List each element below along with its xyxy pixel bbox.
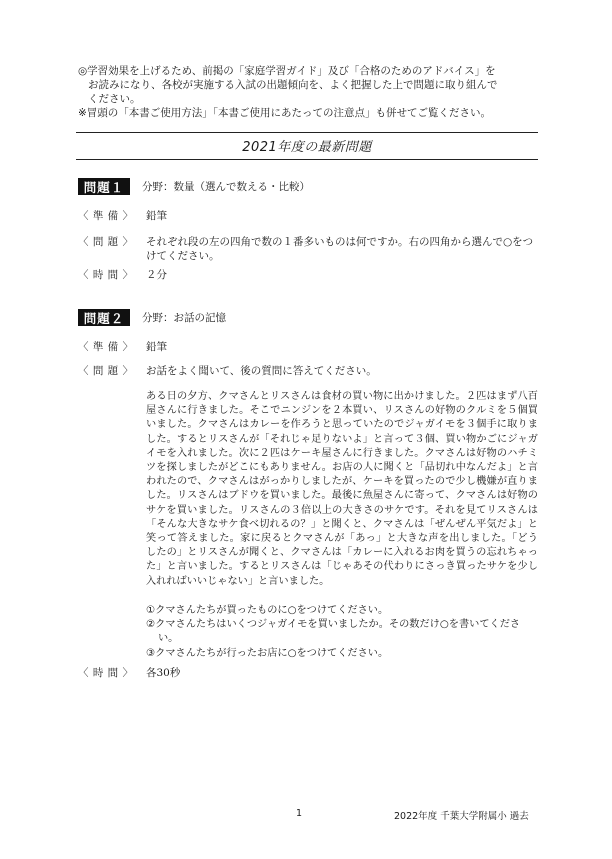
question-1-header	[78, 178, 310, 195]
time-value: 各30秒	[146, 667, 181, 679]
intro-line-1: ◎学習効果を上げるため、前掲の「家庭学習ガイド」及び「合格のためのアドバイス」を	[78, 65, 496, 77]
intro-line-4: ※冒頭の「本書ご使用方法」「本書ご使用にあたっての注意点」も併せてご覧ください。	[78, 107, 492, 119]
time-value: ２分	[146, 269, 167, 281]
question-item-1: ①クマさんたちが買ったものに○をつけてください。	[146, 605, 389, 616]
question-2-header	[78, 309, 226, 326]
question-item-2: ②クマさんたちはいくつジャガイモを買いましたか。その数だけ○を書いてください。	[146, 619, 521, 645]
question-1-field: 分野：数量（選んで数える・比較）	[142, 181, 310, 193]
question-1-question-row	[78, 235, 536, 263]
story-text: ある日の夕方、クマさんとリスさんは食材の買い物に出かけました。２匹はまず八百屋さんに行きました。そこでニンジンを２本買い、リスさんの好物のクルミを５個買いました。クマさんはカレーを作ろうと思っていたのでジャガイモを３個手に取りました。するとリスさんが「それじゃ足りないよ」と言って３個、買い物かごにジャガイモを入れました。次に２匹はケーキ屋さんに行きました。クマさんは好物のハチミツを探しましたがどこにもありません。お店の人に聞くと「品切れ中なんだよ」と言われたので、クマさんはがっかりしましたが、ケーキを買ったので少し機嫌が直りました。リスさんはブドウを買いました。最後に魚屋さんに寄って、クマさんは好物のサケを買いました。リスさんの３倍以上の大きさのサケです。それを見てリスさんは「そんな大きなサケ食べ切れるの？」と聞くと、クマさんは「ぜんぜん平気だよ」と笑って答えました。家に戻るとクマさんが「あっ」と大きな声を出しました。「どうしたの」とリスさんが聞くと、クマさんは「カレーに入れるお肉を買うの忘れちゃった」と言いました。するとリスさんは「じゃあその代わりにさっき買ったサケを少し入れればいいじゃない」と言いました。	[146, 391, 538, 587]
intro-notes	[78, 64, 538, 120]
page-number: 1	[296, 808, 303, 819]
prep-value: 鉛筆	[146, 210, 167, 222]
section-rule-bottom	[76, 159, 538, 160]
story-text-block	[146, 390, 538, 589]
intro-line-2: お読みになり、各校が実施する入試の出題傾向を、よく把握した上で問題に取り組んで	[88, 79, 498, 91]
question-1-label: 問題１	[78, 178, 130, 195]
question-label: 〈 問 題 〉	[78, 236, 134, 248]
prep-label: 〈 準 備 〉	[78, 210, 134, 222]
question-items	[146, 604, 538, 661]
time-label: 〈 時 間 〉	[78, 269, 134, 281]
question-label: 〈 問 題 〉	[78, 365, 134, 377]
question-2-field: 分野：お話の記憶	[142, 312, 226, 324]
section-rule-top	[76, 132, 538, 133]
question-1-prep-row	[78, 209, 536, 223]
question-text: それぞれ段の左の四角で数の１番多いものは何ですか。右の四角から選んで○をつけてください。	[146, 236, 534, 262]
prep-value: 鉛筆	[146, 341, 167, 353]
question-text: お話をよく聞いて、後の質問に答えてください。	[146, 365, 377, 377]
intro-line-3: ください。	[88, 93, 141, 105]
question-1-time-row	[78, 268, 536, 282]
question-item-3: ③クマさんたちが行ったお店に○をつけてください。	[146, 647, 389, 659]
question-2-question-row	[78, 364, 536, 378]
question-2-prep-row	[78, 340, 536, 354]
question-2-time-row	[78, 666, 536, 680]
section-title: 2021年度の最新問題	[242, 140, 372, 155]
question-2-label: 問題２	[78, 309, 130, 326]
footer-source: 2022年度 千葉大学附属小 過去	[394, 811, 529, 822]
prep-label: 〈 準 備 〉	[78, 341, 134, 353]
time-label: 〈 時 間 〉	[78, 667, 134, 679]
